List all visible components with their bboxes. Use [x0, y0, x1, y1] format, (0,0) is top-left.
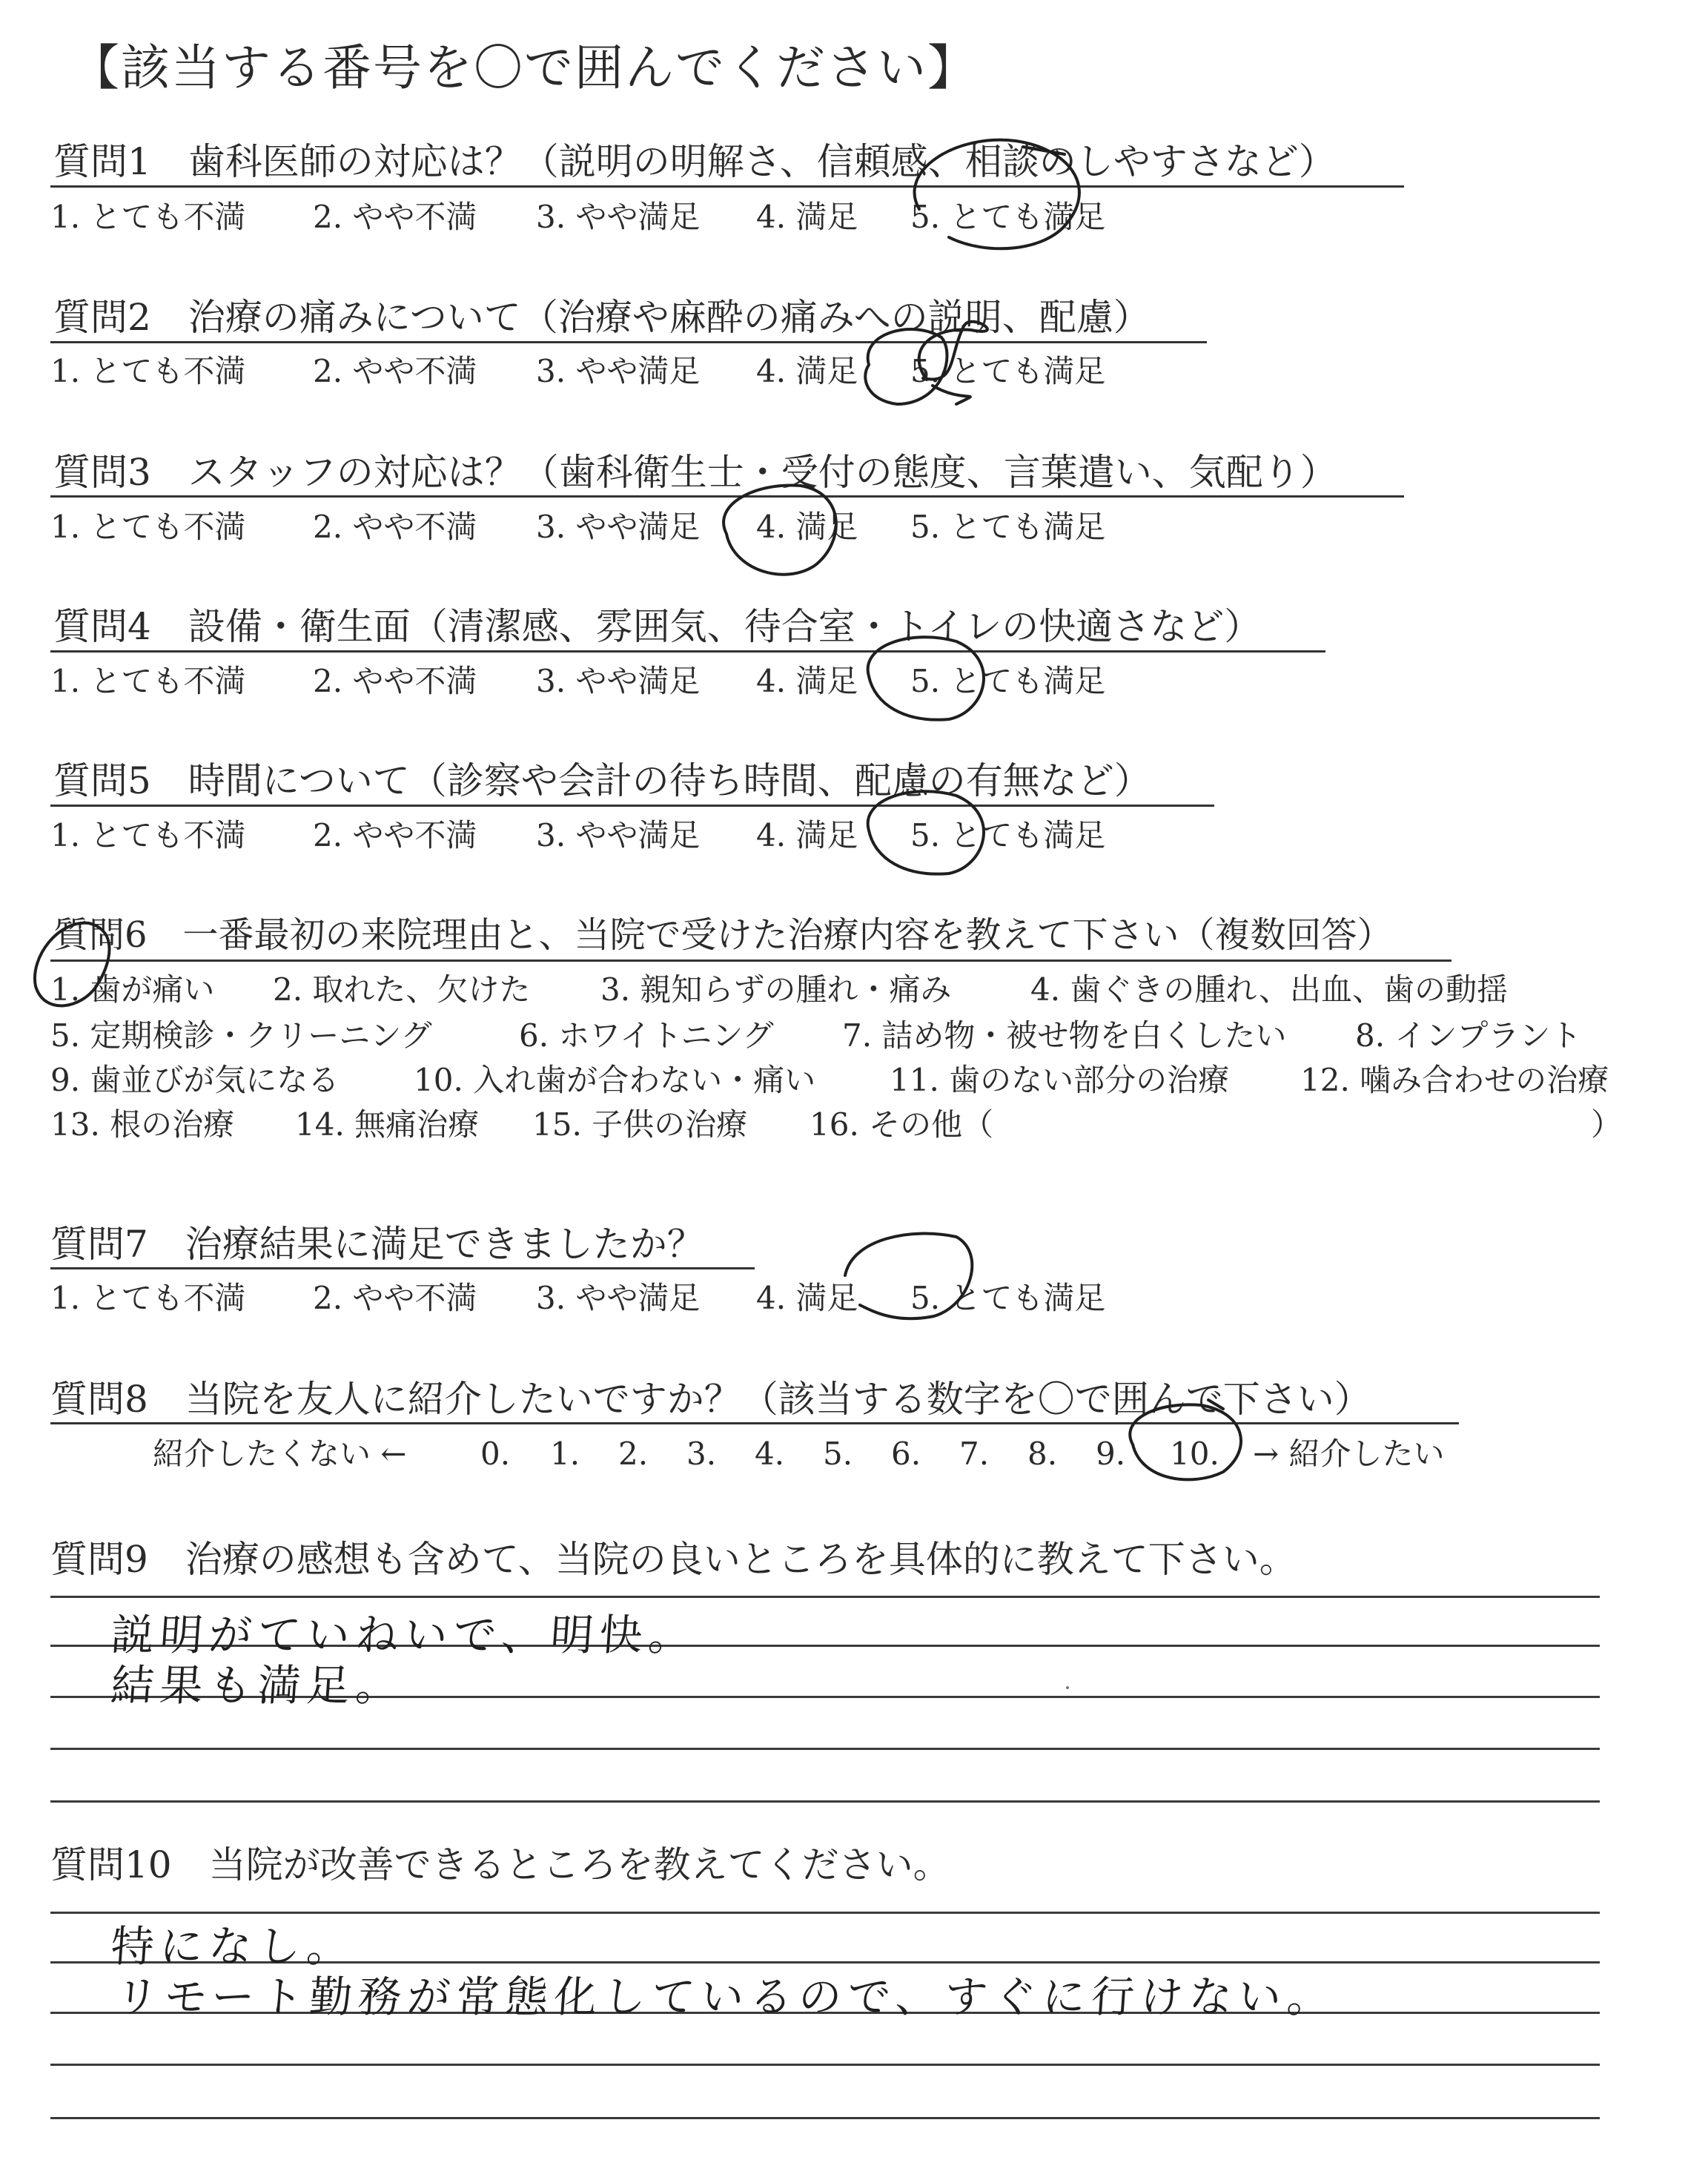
- q6-option-9[interactable]: 9. 歯並びが気になる: [50, 1062, 340, 1098]
- q1-option-4[interactable]: 4. 満足: [756, 199, 858, 235]
- q4-option-5[interactable]: 5. とても満足: [910, 663, 1106, 699]
- q8-option-3[interactable]: 3.: [686, 1436, 717, 1472]
- q8-option-9[interactable]: 9.: [1096, 1436, 1126, 1472]
- q3-option-4[interactable]: 4. 満足: [756, 509, 858, 545]
- q6-option-12[interactable]: 12. 噛み合わせの治療: [1300, 1062, 1609, 1098]
- q8-option-1[interactable]: 1.: [550, 1436, 580, 1472]
- q6-option-4[interactable]: 4. 歯ぐきの腫れ、出血、歯の動揺: [1030, 971, 1508, 1008]
- q1-option-2[interactable]: 2. やや不満: [313, 199, 477, 235]
- q9-answer-line: [50, 1596, 1600, 1598]
- q2-option-3[interactable]: 3. やや満足: [536, 353, 701, 389]
- q6-other-close-paren: ）: [1591, 1106, 1623, 1143]
- q6-option-16[interactable]: 16. その他（: [810, 1106, 994, 1143]
- question-10-title: 質問10 当院が改善できるところを教えてください。: [50, 1843, 950, 1886]
- question-3-title: 質問3 スタッフの対応は？（歯科衛生士・受付の態度、言葉遣い、気配り）: [53, 451, 1337, 494]
- q1-option-3[interactable]: 3. やや満足: [536, 199, 701, 235]
- q7-option-1[interactable]: 1. とても不満: [50, 1280, 246, 1316]
- q5-option-5[interactable]: 5. とても満足: [910, 817, 1106, 853]
- question-2-title: 質問2 治療の痛みについて（治療や麻酔の痛みへの説明、配慮）: [53, 296, 1151, 339]
- q6-option-15[interactable]: 15. 子供の治療: [532, 1106, 748, 1143]
- q10-answer-line: [50, 2117, 1600, 2119]
- q2-option-1[interactable]: 1. とても不満: [50, 353, 246, 389]
- q7-option-3[interactable]: 3. やや満足: [536, 1280, 701, 1316]
- q8-option-6[interactable]: 6.: [891, 1436, 921, 1472]
- q9-answer-line: [50, 1748, 1600, 1750]
- q5-option-3[interactable]: 3. やや満足: [536, 817, 701, 853]
- question-6-title: 質問6 一番最初の来院理由と、当院で受けた治療内容を教えて下さい（複数回答）: [53, 914, 1393, 956]
- question-4-title: 質問4 設備・衛生面（清潔感、雰囲気、待合室・トイレの快適さなど）: [53, 605, 1262, 648]
- q5-option-2[interactable]: 2. やや不満: [313, 817, 477, 853]
- q6-option-8[interactable]: 8. インプラント: [1355, 1017, 1582, 1054]
- question-5-underline: [50, 805, 1214, 807]
- q6-option-6[interactable]: 6. ホワイトニング: [519, 1017, 774, 1054]
- q4-option-3[interactable]: 3. やや満足: [536, 663, 701, 699]
- q6-option-5[interactable]: 5. 定期検診・クリーニング: [50, 1017, 432, 1054]
- q6-option-2[interactable]: 2. 取れた、欠けた: [273, 971, 531, 1008]
- q7-option-2[interactable]: 2. やや不満: [313, 1280, 477, 1316]
- q4-option-1[interactable]: 1. とても不満: [50, 663, 246, 699]
- q9-answer-line: [50, 1800, 1600, 1803]
- q8-left-label: 紹介したくない ←: [153, 1436, 407, 1472]
- q8-option-10[interactable]: 10.: [1170, 1436, 1219, 1472]
- q7-option-5[interactable]: 5. とても満足: [910, 1280, 1106, 1316]
- question-7-title: 質問7 治療結果に満足できましたか？: [50, 1223, 704, 1266]
- q3-option-2[interactable]: 2. やや不満: [313, 509, 477, 545]
- question-7-underline: [50, 1267, 755, 1269]
- question-6-underline: [50, 960, 1452, 962]
- q2-option-4[interactable]: 4. 満足: [756, 353, 858, 389]
- q6-option-11[interactable]: 11. 歯のない部分の治療: [890, 1062, 1230, 1098]
- q1-option-1[interactable]: 1. とても不満: [50, 199, 246, 235]
- question-1-underline: [50, 185, 1404, 188]
- q8-right-label: → 紹介したい: [1253, 1436, 1445, 1472]
- q6-option-10[interactable]: 10. 入れ歯が合わない・痛い: [414, 1062, 816, 1098]
- q8-option-0[interactable]: 0.: [480, 1436, 511, 1472]
- q8-option-5[interactable]: 5.: [823, 1436, 853, 1472]
- q9-handwritten-answer-1[interactable]: 説明がていねいで、明快。: [109, 1610, 699, 1660]
- question-1-title: 質問1 歯科医師の対応は？（説明の明解さ、信頼感、相談のしやすさなど）: [53, 140, 1336, 183]
- q5-option-4[interactable]: 4. 満足: [756, 817, 858, 853]
- q7-option-4[interactable]: 4. 満足: [756, 1280, 858, 1316]
- q10-handwritten-answer-2[interactable]: リモート勤務が常態化しているので、すぐに行けない。: [113, 1972, 1338, 2022]
- q6-option-3[interactable]: 3. 親知らずの腫れ・痛み: [600, 971, 952, 1008]
- q8-option-2[interactable]: 2.: [618, 1436, 649, 1472]
- q8-option-8[interactable]: 8.: [1027, 1436, 1058, 1472]
- question-2-underline: [50, 341, 1207, 343]
- q5-option-1[interactable]: 1. とても不満: [50, 817, 246, 853]
- question-4-underline: [50, 650, 1325, 653]
- question-9-title: 質問9 治療の感想も含めて、当院の良いところを具体的に教えて下さい。: [50, 1538, 1297, 1581]
- q3-option-5[interactable]: 5. とても満足: [910, 509, 1106, 545]
- question-3-underline: [50, 495, 1404, 498]
- page-title: 【該当する番号を〇で囲んでください】: [70, 39, 978, 96]
- q8-option-7[interactable]: 7.: [959, 1436, 990, 1472]
- q3-option-1[interactable]: 1. とても不満: [50, 509, 246, 545]
- q4-option-4[interactable]: 4. 満足: [756, 663, 858, 699]
- q6-option-7[interactable]: 7. 詰め物・被せ物を白くしたい: [842, 1017, 1287, 1054]
- q8-option-4[interactable]: 4.: [755, 1436, 785, 1472]
- q4-option-2[interactable]: 2. やや不満: [313, 663, 477, 699]
- q10-handwritten-answer-1[interactable]: 特になし。: [109, 1921, 358, 1972]
- q6-option-1[interactable]: 1. 歯が痛い: [50, 971, 215, 1008]
- q10-answer-line: [50, 2064, 1600, 2066]
- question-8-title: 質問8 当院を友人に紹介したいですか？（該当する数字を〇で囲んで下さい）: [50, 1378, 1371, 1421]
- q9-handwritten-answer-2[interactable]: 結果も満足。: [109, 1660, 407, 1711]
- question-5-title: 質問5 時間について（診察や会計の待ち時間、配慮の有無など）: [53, 759, 1151, 802]
- q6-option-14[interactable]: 14. 無痛治療: [295, 1106, 480, 1143]
- stray-mark: [1066, 1686, 1069, 1689]
- q2-option-5[interactable]: 5. とても満足: [910, 353, 1106, 389]
- q2-option-2[interactable]: 2. やや不満: [313, 353, 477, 389]
- question-8-underline: [50, 1422, 1459, 1424]
- q3-option-3[interactable]: 3. やや満足: [536, 509, 701, 545]
- q1-option-5[interactable]: 5. とても満足: [910, 199, 1106, 235]
- q6-option-13[interactable]: 13. 根の治療: [50, 1106, 235, 1143]
